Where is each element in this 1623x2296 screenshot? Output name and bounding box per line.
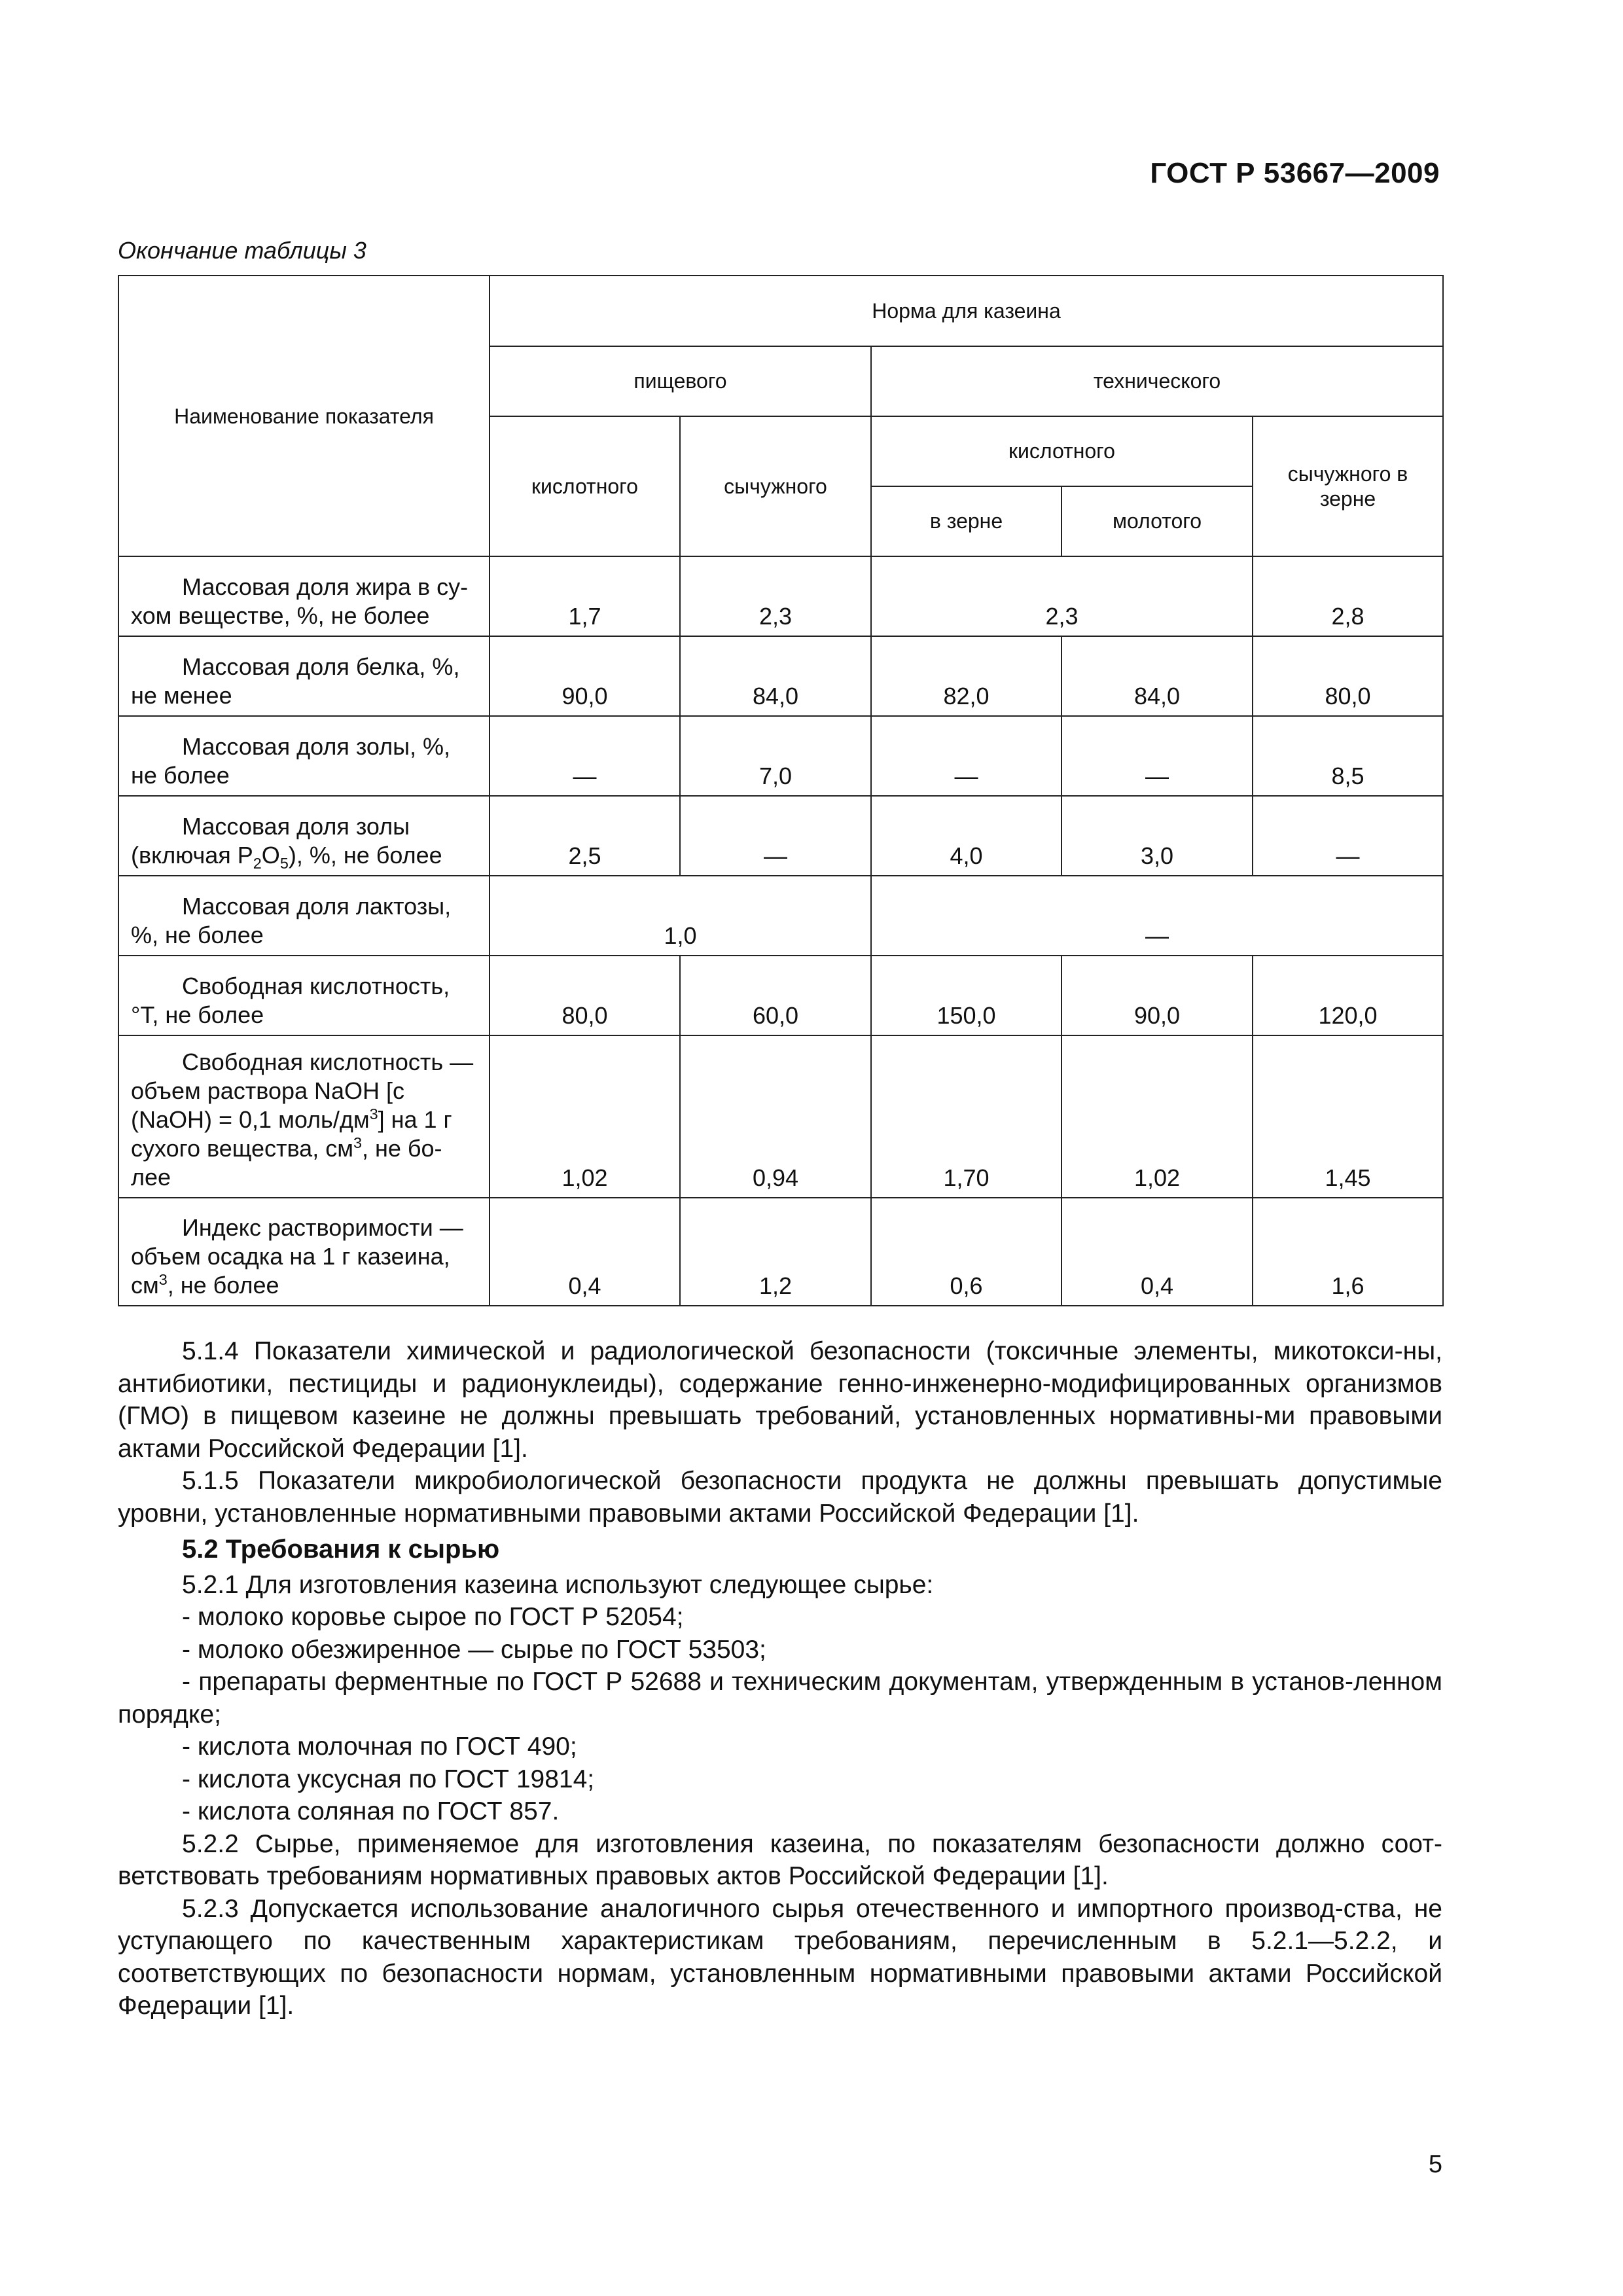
requirements-table xyxy=(118,275,1444,1306)
list-item: - препараты ферментные по ГОСТ Р 52688 и техническим документам, утвержденным в установ-ленном порядке; xyxy=(118,1668,1442,1729)
cell-value: 1,45 xyxy=(1253,1035,1443,1198)
list-item: - молоко коровье сырое по ГОСТ Р 52054; xyxy=(182,1603,684,1631)
cell-value: 1,0 xyxy=(490,876,871,956)
header-grain: в зерне xyxy=(871,486,1061,556)
cell-value: 1,02 xyxy=(490,1035,680,1198)
list-item: - молоко обезжиренное — сырье по ГОСТ 53503; xyxy=(182,1635,766,1664)
cell-value: — xyxy=(1061,716,1253,796)
cell-value: 150,0 xyxy=(871,956,1061,1035)
cell-value: 8,5 xyxy=(1253,716,1443,796)
row-label: Массовая доля золы, %, не более xyxy=(118,716,490,796)
row-label: Массовая доля жира в су- хом веществе, %, не более xyxy=(118,556,490,636)
header-food-acid: кислотного xyxy=(490,416,680,556)
header-indicator: Наименование показателя xyxy=(118,276,490,556)
cell-value: 80,0 xyxy=(1253,636,1443,716)
cell-value: 120,0 xyxy=(1253,956,1443,1035)
page-number: 5 xyxy=(1428,2151,1442,2178)
cell-value: 7,0 xyxy=(680,716,871,796)
cell-value: 90,0 xyxy=(1061,956,1253,1035)
header-ground: молотого xyxy=(1061,486,1253,556)
paragraph-5-1-5: 5.1.5 Показатели микробиологической безопасности продукта не должны превышать допустимые уровни, установленные нормативными правовыми актами Российской Федерации [1]. xyxy=(118,1467,1442,1528)
document-code: ГОСТ Р 53667—2009 xyxy=(1150,157,1440,189)
cell-value: 0,4 xyxy=(490,1198,680,1306)
cell-value: — xyxy=(680,796,871,876)
cell-value: — xyxy=(871,876,1443,956)
list-item: - кислота молочная по ГОСТ 490; xyxy=(182,1732,577,1761)
row-label: Свободная кислотность, °Т, не более xyxy=(118,956,490,1035)
cell-value: 2,3 xyxy=(871,556,1253,636)
cell-value: 2,3 xyxy=(680,556,871,636)
cell-value: 0,6 xyxy=(871,1198,1061,1306)
table-row xyxy=(118,876,1443,956)
paragraph-5-1-4: 5.1.4 Показатели химической и радиологической безопасности (токсичные элементы, микотокси-ны, антибиотики, пестициды и радионуклеиды), содержание генно-инженерно-модифицированных организмов (ГМО) в пищевом казеине не должны превышать требований, установленных нормативны-ми правовыми актами Российской Федерации [1]. xyxy=(118,1337,1442,1463)
row-label: Массовая доля лактозы, %, не более xyxy=(118,876,490,956)
cell-value: 84,0 xyxy=(680,636,871,716)
cell-value: 60,0 xyxy=(680,956,871,1035)
cell-value: 1,70 xyxy=(871,1035,1061,1198)
list-item: - кислота соляная по ГОСТ 857. xyxy=(182,1797,560,1825)
table-row xyxy=(118,796,1443,876)
row-label: Свободная кислотность — объем раствора NaOH [c (NaOH) = 0,1 моль/$дм^3$] на 1 г сухого вещества, $см^3$, не бо- лее xyxy=(118,1035,490,1198)
section-heading-5-2: 5.2 Требования к сырью xyxy=(182,1535,500,1564)
row-label: Массовая доля белка, %, не менее xyxy=(118,636,490,716)
table-row xyxy=(118,556,1443,636)
cell-value: 3,0 xyxy=(1061,796,1253,876)
row-label: Массовая доля золы (включая $P_2O_5$), %, не более xyxy=(118,796,490,876)
table-row xyxy=(118,1035,1443,1198)
cell-value: 0,4 xyxy=(1061,1198,1253,1306)
header-food-rennet: сычужного xyxy=(680,416,871,556)
cell-value: 80,0 xyxy=(490,956,680,1035)
row-label: Индекс растворимости — объем осадка на 1 г казеина, $см^3$, не более xyxy=(118,1198,490,1306)
cell-value: — xyxy=(871,716,1061,796)
paragraph-5-2-2: 5.2.2 Сырье, применяемое для изготовления казеина, по показателям безопасности должно соот-ветствовать требованиям нормативных правовых актов Российской Федерации [1]. xyxy=(118,1829,1442,1890)
list-item: - кислота уксусная по ГОСТ 19814; xyxy=(182,1765,595,1793)
cell-value: 0,94 xyxy=(680,1035,871,1198)
cell-value: 2,5 xyxy=(490,796,680,876)
cell-value: — xyxy=(1253,796,1443,876)
header-food: пищевого xyxy=(490,346,871,416)
paragraph-5-2-1: 5.2.1 Для изготовления казеина используют следующее сырье: xyxy=(182,1570,934,1599)
body-text xyxy=(118,1335,1442,2022)
cell-value: 84,0 xyxy=(1061,636,1253,716)
table-row xyxy=(118,636,1443,716)
cell-value: 1,7 xyxy=(490,556,680,636)
cell-value: 2,8 xyxy=(1253,556,1443,636)
cell-value: 1,2 xyxy=(680,1198,871,1306)
table-row xyxy=(118,716,1443,796)
cell-value: 1,6 xyxy=(1253,1198,1443,1306)
header-technical: технического xyxy=(871,346,1443,416)
table-row xyxy=(118,1198,1443,1306)
cell-value: 4,0 xyxy=(871,796,1061,876)
cell-value: 82,0 xyxy=(871,636,1061,716)
paragraph-5-2-3: 5.2.3 Допускается использование аналогичного сырья отечественного и импортного производ-ства, не уступающего по качественным характеристикам требованиям, перечисленным в 5.2.1—5.2.2, и соответствующих по безопасности нормам, установленным нормативными правовыми актами Российской Федерации [1]. xyxy=(118,1894,1442,2020)
table-caption: Окончание таблицы 3 xyxy=(118,237,366,264)
table-row xyxy=(118,956,1443,1035)
cell-value: 90,0 xyxy=(490,636,680,716)
header-tech-rennet-grain: сычужного в зерне xyxy=(1253,416,1443,556)
header-tech-acid: кислотного xyxy=(871,416,1253,486)
header-norm: Норма для казеина xyxy=(490,276,1443,346)
cell-value: 1,02 xyxy=(1061,1035,1253,1198)
cell-value: — xyxy=(490,716,680,796)
